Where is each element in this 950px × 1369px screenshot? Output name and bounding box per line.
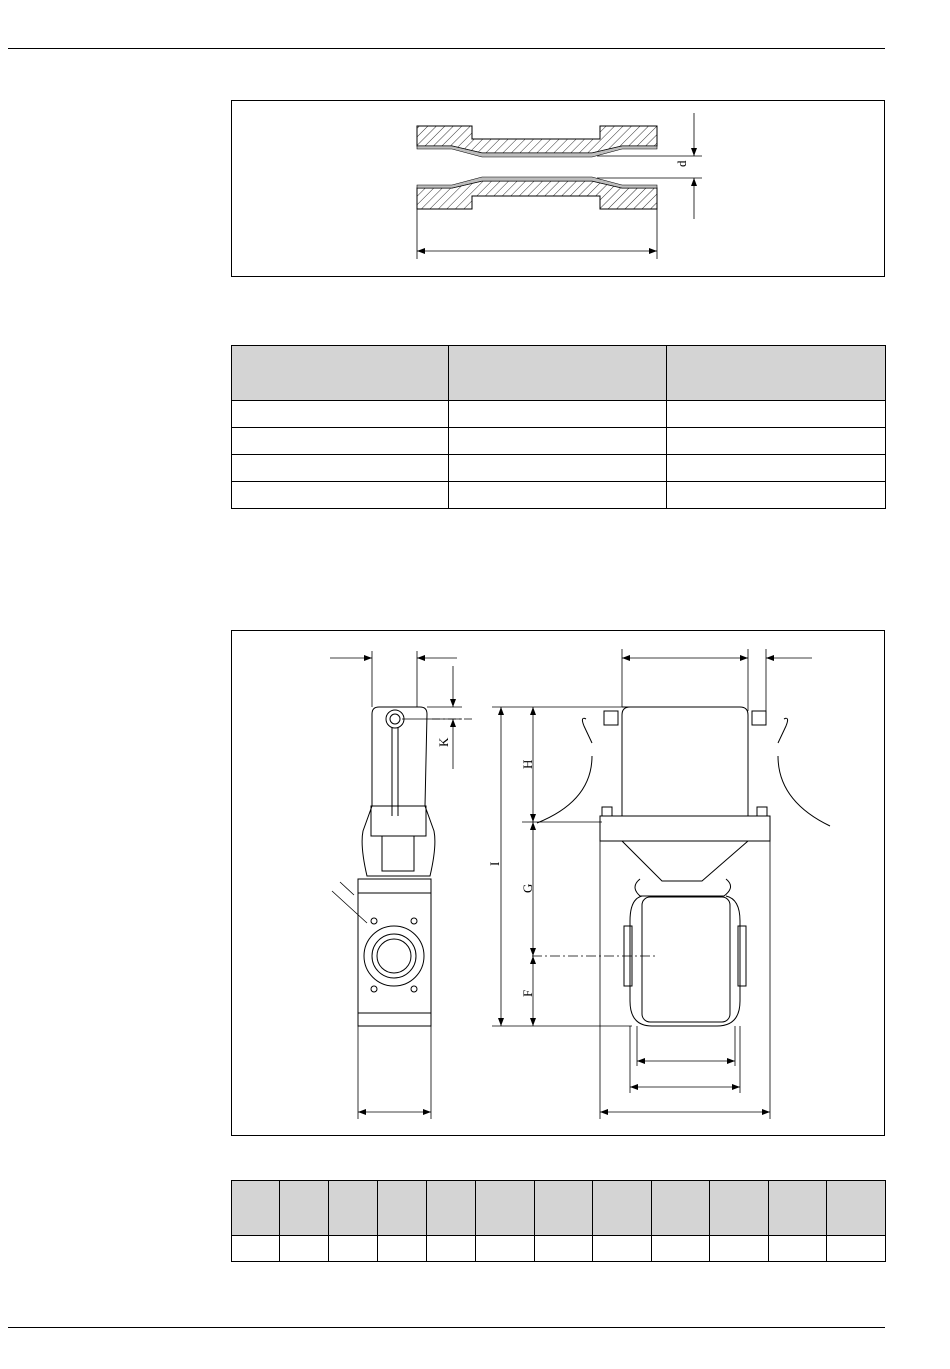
- sensor-dimensions-drawing: [232, 631, 886, 1137]
- table2-header-10: [710, 1181, 769, 1236]
- table2-header-4: [378, 1181, 427, 1236]
- table2-header-9: [652, 1181, 710, 1236]
- table-cell: [329, 1236, 378, 1262]
- table2-header-12: [827, 1181, 886, 1236]
- table2-header-11: [769, 1181, 827, 1236]
- table-cell: [232, 482, 449, 509]
- table-cell: [769, 1236, 827, 1262]
- table1-header-1: [232, 346, 449, 401]
- table-cell: [449, 428, 667, 455]
- table1-header-2: [449, 346, 667, 401]
- table-cell: [232, 455, 449, 482]
- table-cell: [232, 1236, 280, 1262]
- table-cell: [449, 482, 667, 509]
- table-cell: [280, 1236, 329, 1262]
- table2-header-1: [232, 1181, 280, 1236]
- table2-header-6: [476, 1181, 535, 1236]
- dimension-table-1: [231, 345, 886, 509]
- dim-label-g: G: [520, 883, 535, 893]
- table-cell: [593, 1236, 652, 1262]
- table-cell: [232, 428, 449, 455]
- table-cell: [667, 455, 886, 482]
- dim-label-i: I: [487, 861, 502, 866]
- table-cell: [535, 1236, 593, 1262]
- table-cell: [667, 401, 886, 428]
- dim-label-d: d: [674, 160, 689, 167]
- figure-sensor-dimensions: [231, 630, 885, 1136]
- table2-header-7: [535, 1181, 593, 1236]
- table-cell: [232, 401, 449, 428]
- table-row: [232, 401, 886, 428]
- table1-header-3: [667, 346, 886, 401]
- table-row: [232, 428, 886, 455]
- table2-header-5: [427, 1181, 476, 1236]
- table-cell: [667, 428, 886, 455]
- adapter-section-drawing: [232, 101, 886, 278]
- table-cell: [378, 1236, 427, 1262]
- table-cell: [449, 455, 667, 482]
- table-row: [232, 455, 886, 482]
- table-cell: [827, 1236, 886, 1262]
- table-cell: [652, 1236, 710, 1262]
- table-cell: [710, 1236, 769, 1262]
- figure-adapter-section: [231, 100, 885, 277]
- table-cell: [427, 1236, 476, 1262]
- dimension-table-2: [231, 1180, 886, 1262]
- table2-header-3: [329, 1181, 378, 1236]
- footer-rule: [8, 1327, 885, 1328]
- table-cell: [667, 482, 886, 509]
- dim-label-k: K: [436, 737, 451, 747]
- table2-header-2: [280, 1181, 329, 1236]
- dim-label-f: F: [520, 989, 535, 997]
- table-row: [232, 482, 886, 509]
- table2-header-8: [593, 1181, 652, 1236]
- dim-label-h: H: [520, 759, 535, 769]
- table-row: [232, 1236, 886, 1262]
- table-cell: [476, 1236, 535, 1262]
- table-cell: [449, 401, 667, 428]
- header-rule: [8, 48, 885, 49]
